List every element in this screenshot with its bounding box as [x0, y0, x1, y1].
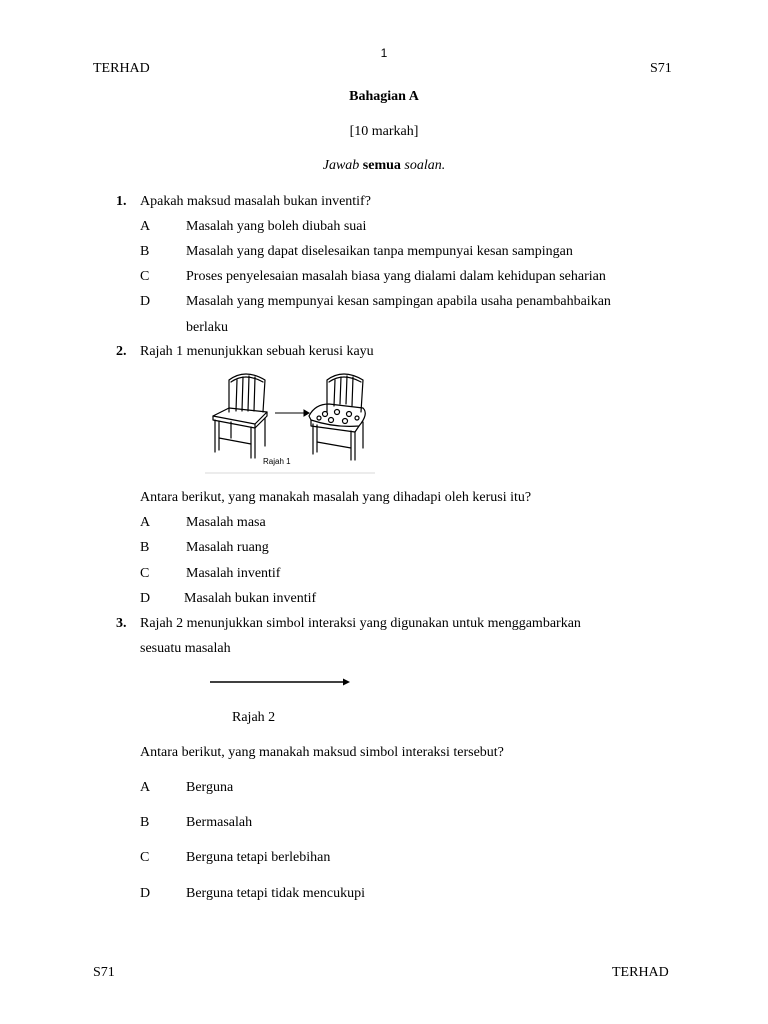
option-text-continuation: berlaku [186, 320, 228, 335]
instruction-part3: soalan. [404, 158, 446, 173]
option-text: Proses penyelesaian masalah biasa yang dialami dalam kehidupan seharian [186, 269, 606, 284]
option-letter: C [140, 850, 150, 865]
section-marks: [10 markah] [349, 124, 419, 139]
question-number: 2. [116, 344, 127, 359]
option-letter: B [140, 244, 150, 259]
section-instruction [0, 158, 768, 174]
question-number: 1. [116, 194, 127, 209]
plain-chair-icon [213, 374, 267, 458]
figure-rajah-1 [205, 366, 375, 474]
option-letter: C [140, 566, 150, 581]
header-right-label: S71 [650, 61, 672, 76]
option-text: Masalah inventif [186, 566, 281, 581]
header-left-label: TERHAD [93, 61, 150, 76]
question-number: 3. [116, 616, 127, 631]
option-text: Berguna tetapi tidak mencukupi [186, 886, 365, 901]
interaction-arrow-icon [210, 676, 352, 688]
option-letter: A [140, 515, 151, 530]
option-text: Masalah masa [186, 515, 266, 530]
figure-caption: Rajah 1 [263, 457, 291, 466]
footer-right-label: TERHAD [612, 965, 669, 980]
option-letter: D [140, 294, 151, 309]
option-text: Masalah ruang [186, 540, 269, 555]
page-number: 1 [380, 46, 388, 60]
option-letter: B [140, 540, 150, 555]
question-prompt: Antara berikut, yang manakah maksud simbol interaksi tersebut? [140, 745, 504, 760]
question-text: Rajah 1 menunjukkan sebuah kerusi kayu [140, 344, 374, 359]
option-text: Masalah bukan inventif [184, 591, 317, 606]
cushioned-chair-icon [309, 374, 365, 460]
section-title: Bahagian A [349, 89, 419, 104]
option-letter: B [140, 815, 150, 830]
option-letter: D [140, 591, 151, 606]
footer-left-label: S71 [93, 965, 115, 980]
question-text: Rajah 2 menunjukkan simbol interaksi yang digunakan untuk menggambarkan [140, 616, 581, 631]
transform-arrow-icon [275, 410, 309, 416]
question-prompt: Antara berikut, yang manakah masalah yang dihadapi oleh kerusi itu? [140, 490, 532, 505]
option-text: Masalah yang dapat diselesaikan tanpa mempunyai kesan sampingan [186, 244, 573, 259]
question-text-continuation: sesuatu masalah [140, 641, 231, 656]
instruction-part2: semua [362, 158, 401, 173]
option-text: Berguna tetapi berlebihan [186, 850, 331, 865]
option-text: Berguna [186, 780, 234, 795]
option-letter: A [140, 780, 151, 795]
option-text: Masalah yang boleh diubah suai [186, 219, 367, 234]
option-text: Masalah yang mempunyai kesan sampingan apabila usaha penambahbaikan [186, 294, 611, 309]
option-letter: D [140, 886, 151, 901]
figure-caption: Rajah 2 [232, 710, 276, 725]
question-text: Apakah maksud masalah bukan inventif? [140, 194, 371, 209]
option-text: Bermasalah [186, 815, 253, 830]
option-letter: C [140, 269, 150, 284]
option-letter: A [140, 219, 151, 234]
instruction-part1: Jawab [322, 158, 360, 173]
